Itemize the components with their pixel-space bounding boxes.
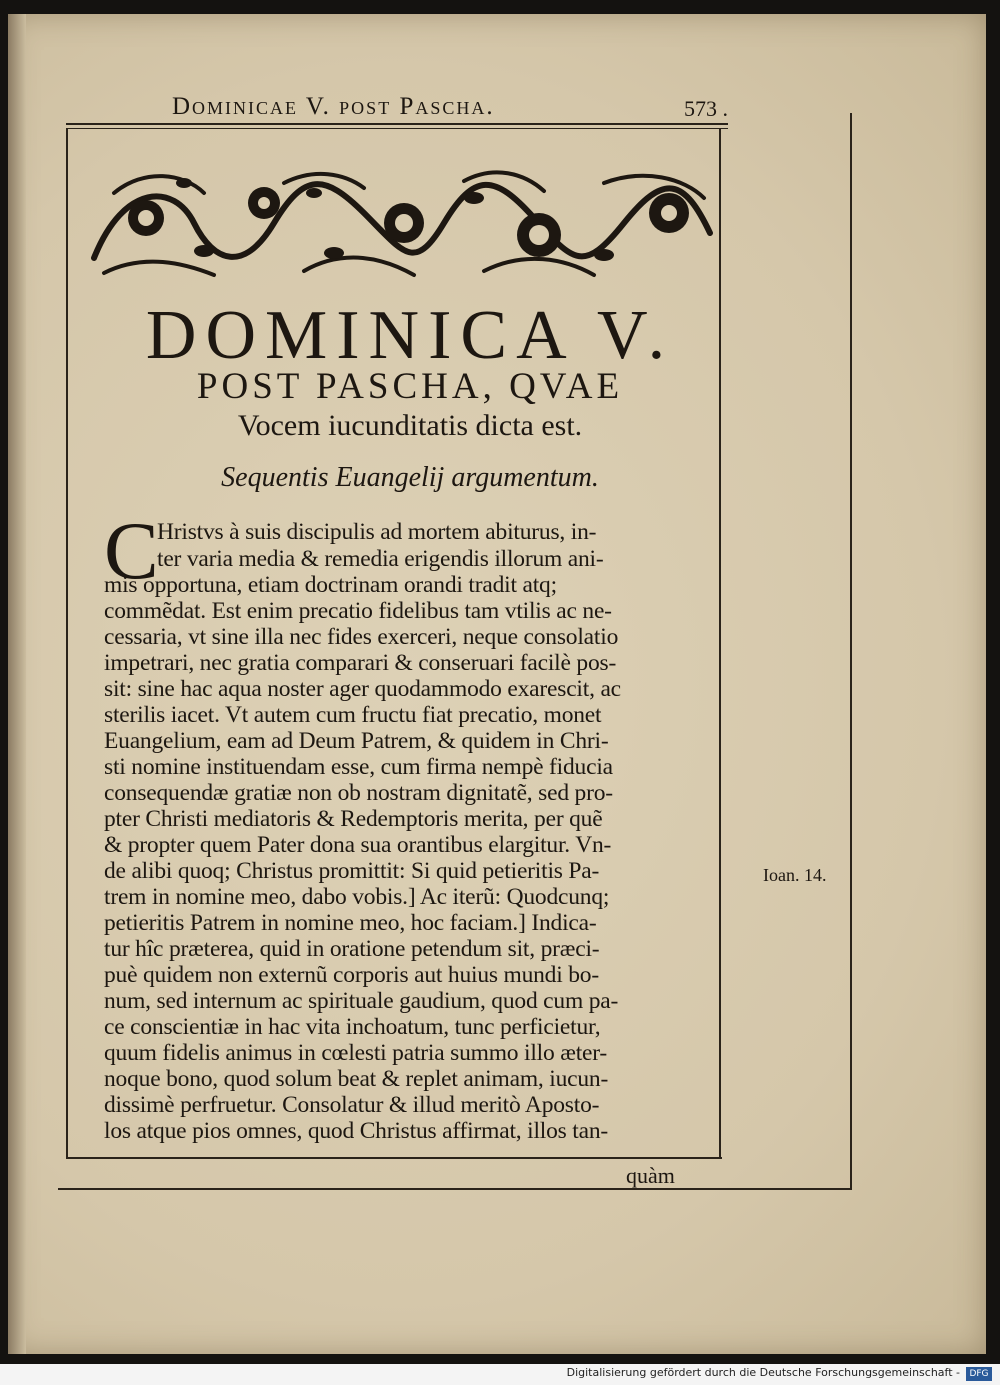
drop-capital: C [104,505,159,596]
text-line: consequendæ gratiæ non ob nostram dignitatẽ, sed pro- [104,780,613,806]
text-line: quum fidelis animus in cœlesti patria summo illo æter- [104,1040,608,1066]
argument-heading: Sequentis Euangelij argumentum. [221,462,599,493]
text-line: petieritis Patrem in nomine meo, hoc faciam.] Indica- [104,910,597,936]
header-rule-thin [66,128,728,129]
text-line: Euangelium, eam ad Deum Patrem, & quidem in Chri- [104,728,609,754]
floral-ornament-icon [84,163,720,281]
text-line: num, sed internum ac spirituale gaudium, quod cum pa- [104,988,619,1014]
text-line: trem in nomine meo, dabo vobis.] Ac iterũ: Quodcunq; [104,884,610,910]
text-line: cessaria, vt sine illa nec fides exerceri, neque consolatio [104,624,619,650]
text-line: ce conscientiæ in hac vita inchoatum, tunc perficietur, [104,1014,601,1040]
chapter-subtitle-line: Vocem iucunditatis dicta est. [237,409,583,442]
text-line: mis opportuna, etiam doctrinam orandi tradit atq; [104,572,557,598]
page-gutter-shadow [8,14,26,1354]
text-line: sit: sine hac aqua noster ager quodammodo exarescit, ac [104,676,621,702]
text-line: los atque pios omnes, quod Christus affirmat, illos tan- [104,1118,609,1144]
text-line: noque bono, quod solum beat & replet animam, iucun- [104,1066,609,1092]
footer-rule [66,1157,722,1159]
digitization-footer [0,1364,1000,1385]
text-line: commẽdat. Est enim precatio fidelibus tam vtilis ac ne- [104,598,612,624]
page-number: 573 . [684,96,728,121]
left-frame-rule [66,128,68,1158]
text-line: ter varia media & remedia erigendis illorum ani- [157,546,604,572]
chapter-title: DOMINICA V. [145,297,675,374]
text-line: impetrari, nec gratia comparari & conseruari facilè pos- [104,650,617,676]
bottom-rule [58,1188,852,1190]
text-line: sti nomine instituendam esse, cum firma nempè fiducia [104,754,613,780]
dfg-logo-icon: DFG [966,1367,992,1381]
text-line: puè quidem non externũ corporis aut huius mundi bo- [104,962,599,988]
running-title: Dominicae V. post Pascha. [172,93,495,120]
text-line: pter Christi mediatoris & Redemptoris merita, per quẽ [104,806,603,832]
margin-right-rule [850,113,852,1188]
margin-note: Ioan. 14. [763,865,827,885]
header-rule [66,123,728,125]
text-line: Hristvs à suis discipulis ad mortem abiturus, in- [157,519,597,545]
text-line: de alibi quoq; Christus promittit: Si quid petieritis Pa- [104,858,600,884]
text-right-rule [719,128,721,1158]
text-line: & propter quem Pater dona sua orantibus elargitur. Vn- [104,832,612,858]
funding-credit: Digitalisierung gefördert durch die Deutsche Forschungsgemeinschaft - [566,1366,960,1379]
chapter-subtitle: POST PASCHA, QVAE [196,366,624,407]
text-line: dissimè perfruetur. Consolatur & illud meritò Aposto- [104,1092,600,1118]
text-line: sterilis iacet. Vt autem cum fructu fiat precatio, monet [104,702,602,728]
catchword: quàm [626,1163,675,1188]
text-line: tur hîc præterea, quid in oratione petendum sit, præci- [104,936,600,962]
